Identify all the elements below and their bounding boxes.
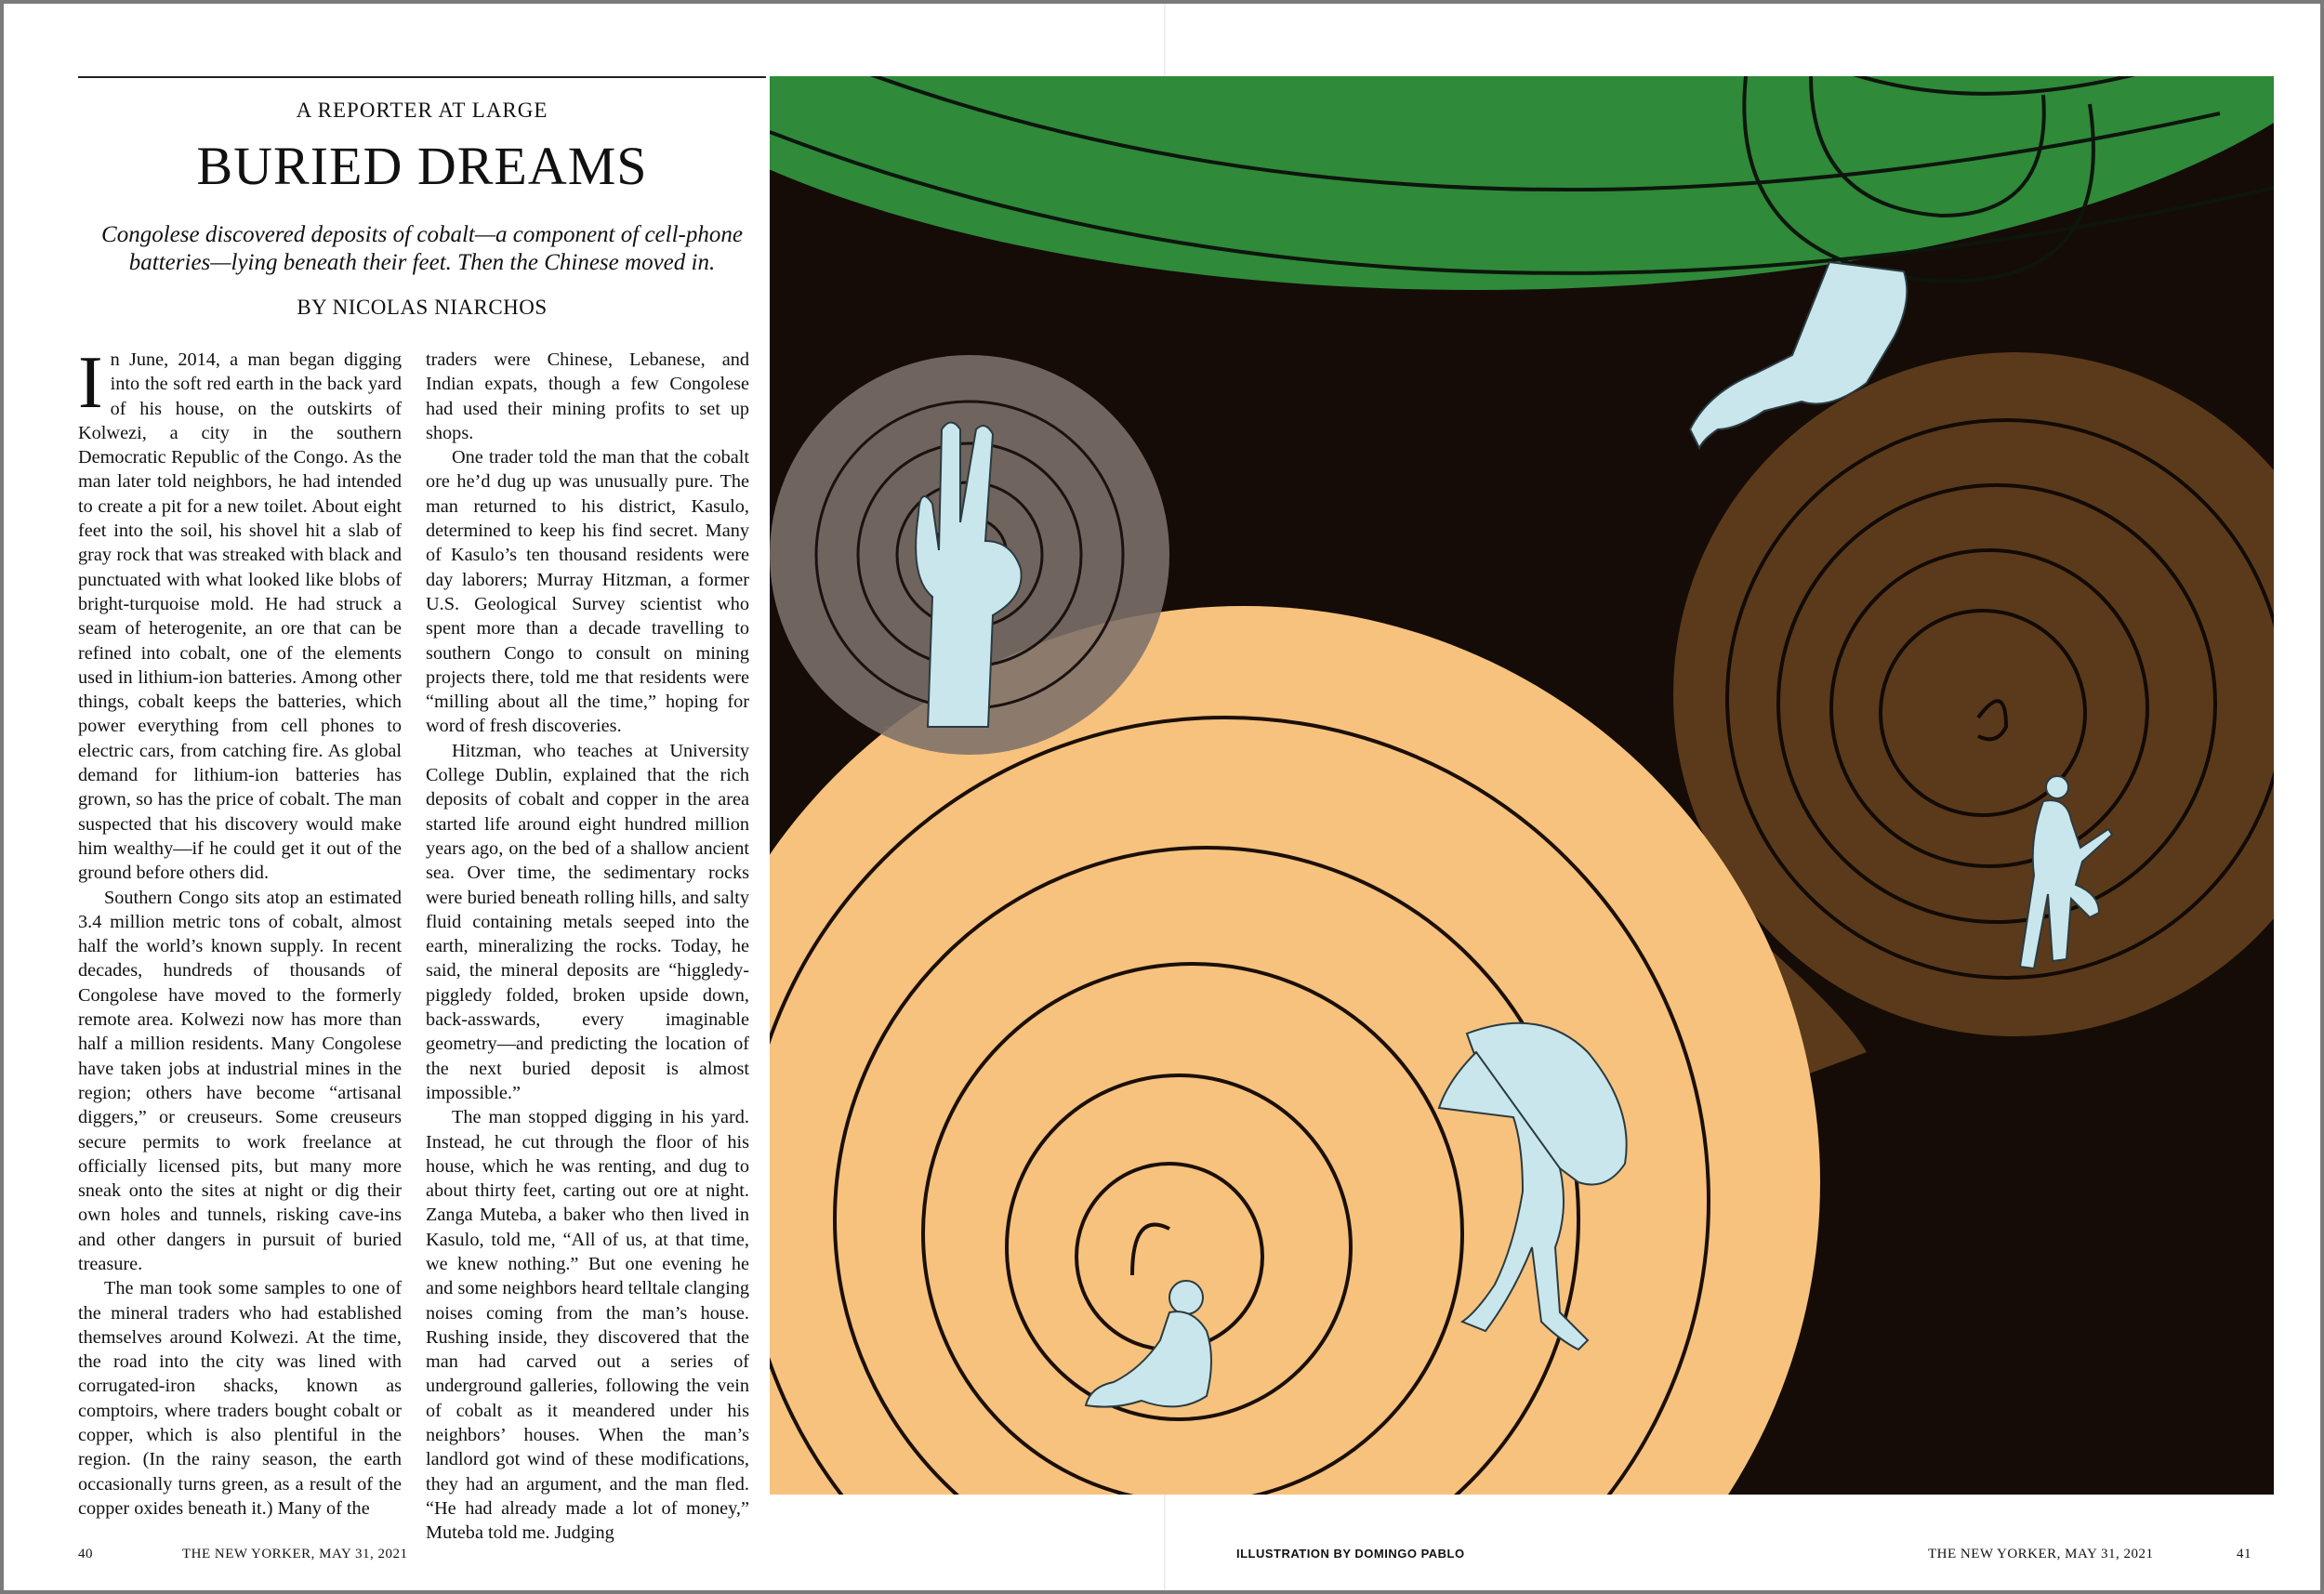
paragraph: The man took some samples to one of the mineral traders who had established themselves around Kolwezi. At the time, the road into the city was lined with corrugated-iron shacks, known as comptoirs, where traders bought cobalt or copper, which is also plentiful in the region. (In the rainy season, the earth occasionally turns green, as a result of the copper oxides beneath it.) Many of the (78, 1278, 402, 1519)
paragraph: The man stopped digging in his yard. Instead, he cut through the floor of his house, which he was renting, and dug to about thirty feet, carting out ore at night. Zanga Muteba, a baker who then lived in Kasulo, told me, “All of us, at that time, we knew nothing.” But one evening he and some neighbors heard telltale clanging noises coming from the man’s house. Rushing inside, they discovered that the man had carved out a series of underground galleries, following the vein of cobalt as it meandered under his neighbors’ houses. When the man’s landlord got wind of these modifications, they had an argument, and the man fled. “He had already made a lot of money,” Muteba told me. Judging (426, 1107, 749, 1544)
byline: BY NICOLAS NIARCHOS (297, 296, 548, 319)
section-rubric: A REPORTER AT LARGE (296, 99, 548, 122)
paragraph: In June, 2014, a man began digging into the soft red earth in the back yard of his house, on the outskirts of Kolwezi, a city in the southern Democratic Republic of the Congo. As the man later told neighbors, he had intended to create a pit for a new toilet. About eight feet into the soil, his shovel hit a slab of gray rock that was streaked with black and punctuated with what looked like blobs of bright-turquoise mold. He had struck a seam of heterogenite, an ore that can be refined into cobalt, one of the elements used in lithium-ion batteries. Among other things, cobalt keeps the batteries, which power everything from cell phones to electric cars, from catching fire. As global demand for lithium-ion batteries has grown, so has the price of cobalt. The man suspected that his discovery would make him wealthy—if he could get it out of the ground before others did. (78, 342, 402, 884)
paragraph: traders were Chinese, Lebanese, and Indian expats, though a few Congolese had used their mining profits to set up shops. (426, 349, 749, 443)
dek: Congolese discovered deposits of cobalt—a component of cell-phone batteries—lying beneath their feet. Then the Chinese moved in. (101, 222, 743, 275)
illustration (770, 76, 2274, 1495)
illustration-credit: ILLUSTRATION BY DOMINGO PABLO (1236, 1547, 1465, 1561)
magazine-spread (4, 4, 2320, 1590)
page-number-left: 40 (78, 1547, 93, 1561)
drop-cap: I (78, 342, 103, 424)
top-rule (78, 76, 766, 78)
text-column-2 (426, 348, 749, 1546)
paragraph: Hitzman, who teaches at University College Dublin, explained that the rich deposits of cobalt and copper in the area started life around eight hundred million years ago, on the bed of a shallow ancient sea. Over time, the sedimentary rocks were buried beneath rolling hills, and salty fluid containing metals seeped into the earth, mineralizing the rocks. Today, he said, the mineral deposits are “higgledy-piggledy folded, broken upside down, back-asswards, every imaginable geometry—and predicting the location of the next buried deposit is almost impossible.” (426, 740, 749, 1103)
footer-magazine-left: THE NEW YORKER, MAY 31, 2021 (182, 1547, 408, 1561)
headline: BURIED DREAMS (196, 136, 648, 196)
text-column-1 (78, 342, 402, 1521)
paragraph: Southern Congo sits atop an estimated 3.4 million metric tons of cobalt, almost half the world’s known supply. In recent decades, hundreds of thousands of Congolese have moved to the formerly remote area. Kolwezi now has more than half a million residents. Many Congolese have taken jobs at industrial mines in the region; others have become “artisanal diggers,” or creuseurs. Some creuseurs secure permits to work freelance at officially licensed pits, but many more sneak onto the sites at night or dig their own holes and tunnels, risking cave-ins and other dangers in pursuit of buried treasure. (78, 887, 402, 1274)
footer-magazine-right: THE NEW YORKER, MAY 31, 2021 (1928, 1547, 2154, 1561)
page-number-right: 41 (2237, 1547, 2251, 1561)
paragraph: One trader told the man that the cobalt ore he’d dug up was unusually pure. The man returned to his district, Kasulo, determined to keep his find secret. Many of Kasulo’s ten thousand residents were day laborers; Murray Hitzman, a former U.S. Geological Survey scientist who spent more than a decade travelling to southern Congo to consult on mining projects there, told me that residents were “milling about all the time,” hoping for word of fresh discoveries. (426, 447, 749, 737)
